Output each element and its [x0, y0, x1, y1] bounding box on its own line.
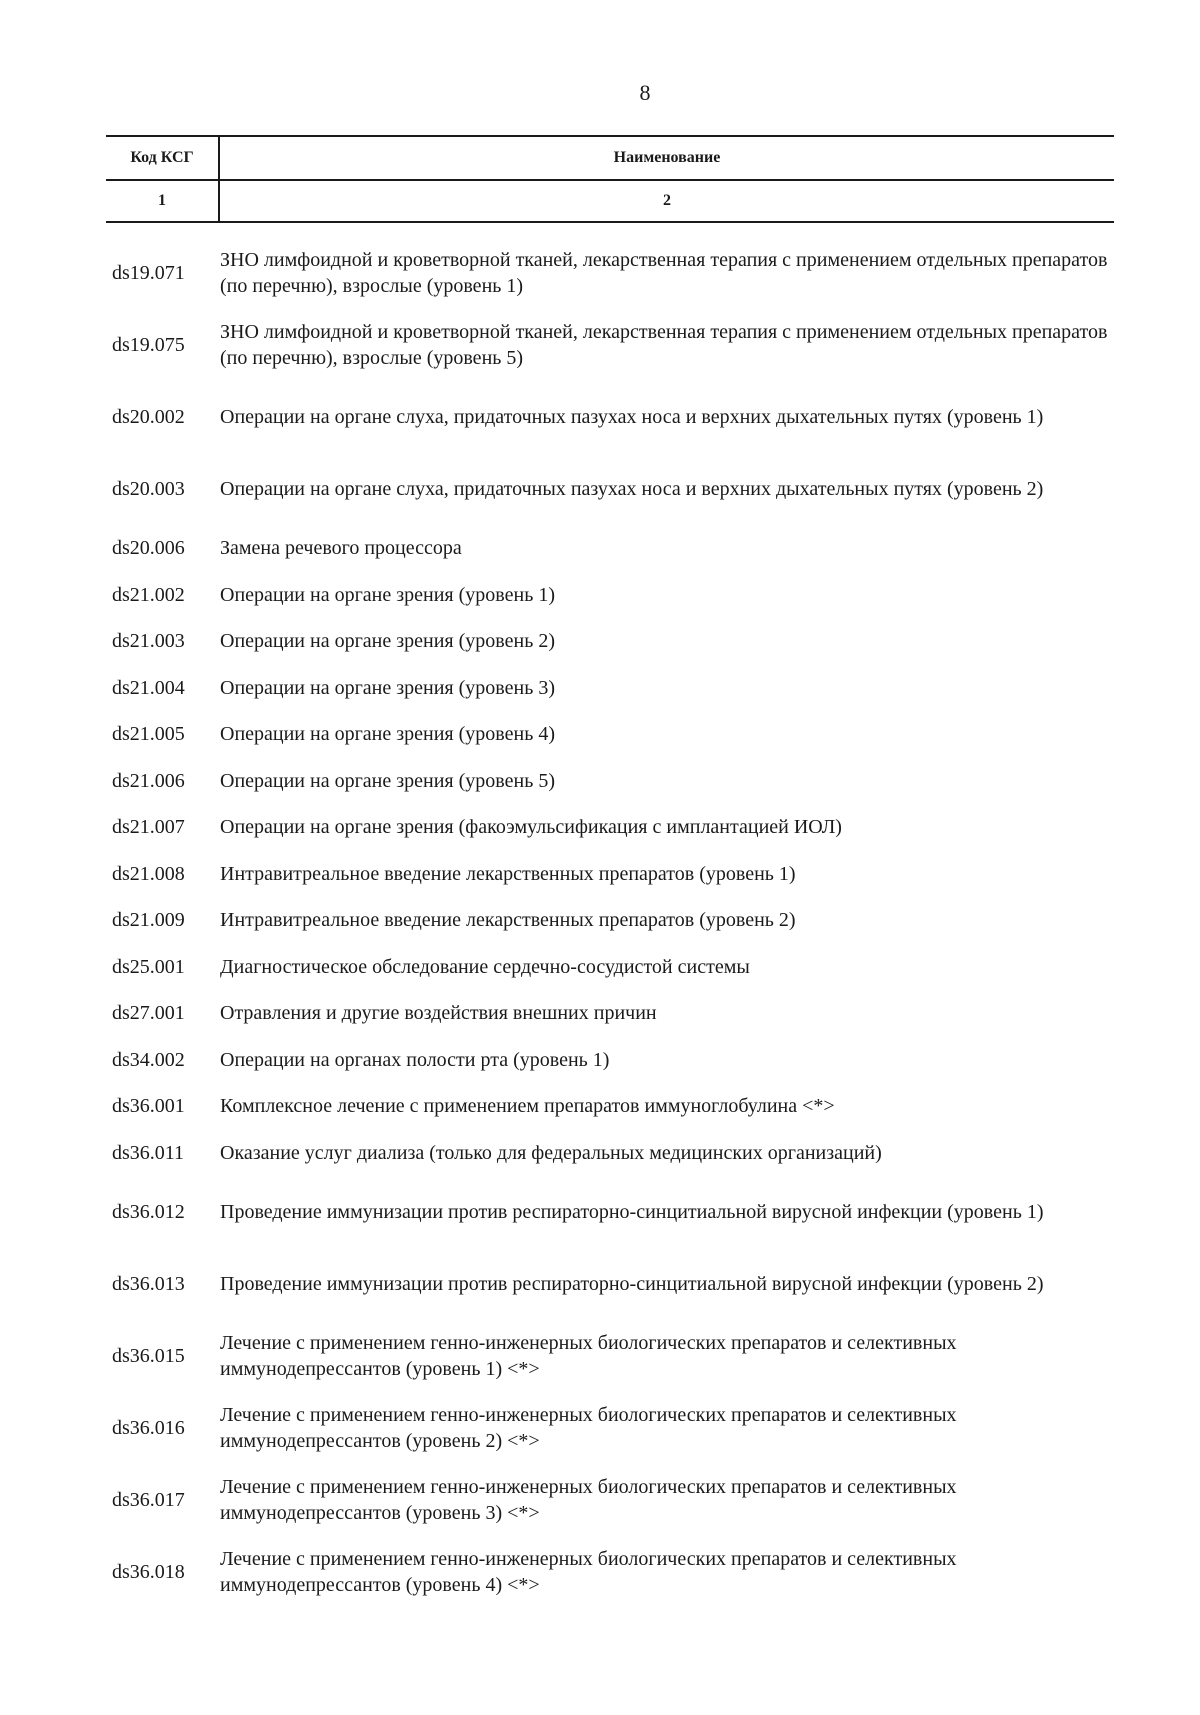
table-row — [106, 1037, 1114, 1084]
row-name: Операции на органах полости рта (уровень 1) — [220, 1048, 610, 1071]
table-row — [106, 1083, 1114, 1130]
row-name: Операции на органе зрения (уровень 4) — [220, 723, 555, 746]
header-name: Наименование — [218, 137, 1114, 179]
table-row — [106, 758, 1114, 805]
row-code: ds20.002 — [112, 406, 185, 428]
row-name: Лечение с применением генно-инженерных биологических препаратов и селективных иммунодепрессантов (уровень 3) <*> — [220, 1476, 957, 1524]
row-name: Лечение с применением генно-инженерных биологических препаратов и селективных иммунодепрессантов (уровень 1) <*> — [220, 1332, 957, 1380]
row-code: ds21.007 — [112, 816, 185, 839]
row-code: ds27.001 — [112, 1002, 185, 1025]
table-row — [106, 618, 1114, 665]
row-name: Проведение иммунизации против респираторно-синцитиальной вирусной инфекции (уровень 1) — [220, 1201, 1044, 1223]
row-code: ds36.012 — [112, 1201, 185, 1223]
row-name: Лечение с применением генно-инженерных биологических препаратов и селективных иммунодепрессантов (уровень 4) <*> — [220, 1548, 957, 1596]
row-code: ds20.006 — [112, 537, 185, 560]
table-row — [106, 525, 1114, 572]
column-number-name: 2 — [218, 181, 1114, 221]
page-number: 8 — [639, 80, 651, 105]
row-code: ds19.071 — [112, 262, 185, 284]
row-name: Диагностическое обследование сердечно-сосудистой системы — [220, 955, 750, 978]
table-row — [106, 572, 1114, 619]
row-name: Интравитреальное введение лекарственных препаратов (уровень 1) — [220, 862, 796, 885]
row-code: ds36.011 — [112, 1141, 185, 1164]
row-name: Проведение иммунизации против респираторно-синцитиальной вирусной инфекции (уровень 2) — [220, 1273, 1044, 1295]
table-row — [106, 1392, 1114, 1464]
row-code: ds21.004 — [112, 676, 185, 699]
row-code: ds19.075 — [112, 334, 185, 356]
row-name: Лечение с применением генно-инженерных биологических препаратов и селективных иммунодепрессантов (уровень 2) <*> — [220, 1404, 957, 1452]
table-row — [106, 1536, 1114, 1608]
table-row — [106, 453, 1114, 525]
row-code: ds36.001 — [112, 1095, 185, 1118]
table-row — [106, 990, 1114, 1037]
row-name: Операции на органе слуха, придаточных пазухах носа и верхних дыхательных путях (уровень 2) — [220, 478, 1044, 500]
table-row — [106, 1464, 1114, 1536]
row-code: ds36.017 — [112, 1489, 185, 1511]
table-row — [106, 1320, 1114, 1392]
row-name: Отравления и другие воздействия внешних причин — [220, 1002, 657, 1025]
row-name: ЗНО лимфоидной и кроветворной тканей, лекарственная терапия с применением отдельных препаратов (по перечню), взрослые (уровень 1) — [220, 249, 1108, 297]
row-name: Операции на органе слуха, придаточных пазухах носа и верхних дыхательных путях (уровень 1) — [220, 406, 1044, 428]
column-number-code: 1 — [158, 192, 166, 209]
row-code: ds36.013 — [112, 1273, 185, 1295]
row-name: Операции на органе зрения (уровень 2) — [220, 630, 555, 653]
column-number-row — [106, 181, 1114, 223]
row-code: ds20.003 — [112, 478, 185, 500]
table-row — [106, 804, 1114, 851]
ksg-table — [106, 135, 1114, 1608]
row-code: ds36.018 — [112, 1561, 185, 1583]
row-code: ds25.001 — [112, 955, 185, 978]
table-body — [106, 237, 1114, 1608]
table-row — [106, 897, 1114, 944]
table-row — [106, 1248, 1114, 1320]
row-code: ds21.003 — [112, 630, 185, 653]
row-code: ds21.005 — [112, 723, 185, 746]
row-name: Операции на органе зрения (уровень 1) — [220, 583, 555, 606]
table-row — [106, 1176, 1114, 1248]
row-name: Оказание услуг диализа (только для федеральных медицинских организаций) — [220, 1141, 882, 1164]
row-code: ds36.016 — [112, 1417, 185, 1439]
table-row — [106, 381, 1114, 453]
row-code: ds36.015 — [112, 1345, 185, 1367]
row-name: Замена речевого процессора — [220, 537, 462, 560]
row-code: ds21.006 — [112, 769, 185, 792]
header-code: Код КСГ — [130, 149, 194, 166]
row-name: ЗНО лимфоидной и кроветворной тканей, лекарственная терапия с применением отдельных препаратов (по перечню), взрослые (уровень 5) — [220, 321, 1108, 369]
row-code: ds21.008 — [112, 862, 185, 885]
table-header-row — [106, 135, 1114, 181]
row-name: Операции на органе зрения (уровень 3) — [220, 676, 555, 699]
table-row — [106, 711, 1114, 758]
table-row — [106, 665, 1114, 712]
row-name: Интравитреальное введение лекарственных препаратов (уровень 2) — [220, 909, 796, 932]
row-code: ds21.002 — [112, 583, 185, 606]
table-row — [106, 851, 1114, 898]
table-row — [106, 944, 1114, 991]
row-name: Операции на органе зрения (уровень 5) — [220, 769, 555, 792]
table-row — [106, 237, 1114, 309]
row-code: ds21.009 — [112, 909, 185, 932]
table-row — [106, 1130, 1114, 1177]
row-name: Комплексное лечение с применением препаратов иммуноглобулина <*> — [220, 1095, 835, 1118]
row-code: ds34.002 — [112, 1048, 185, 1071]
row-name: Операции на органе зрения (факоэмульсификация с имплантацией ИОЛ) — [220, 816, 842, 839]
table-row — [106, 309, 1114, 381]
